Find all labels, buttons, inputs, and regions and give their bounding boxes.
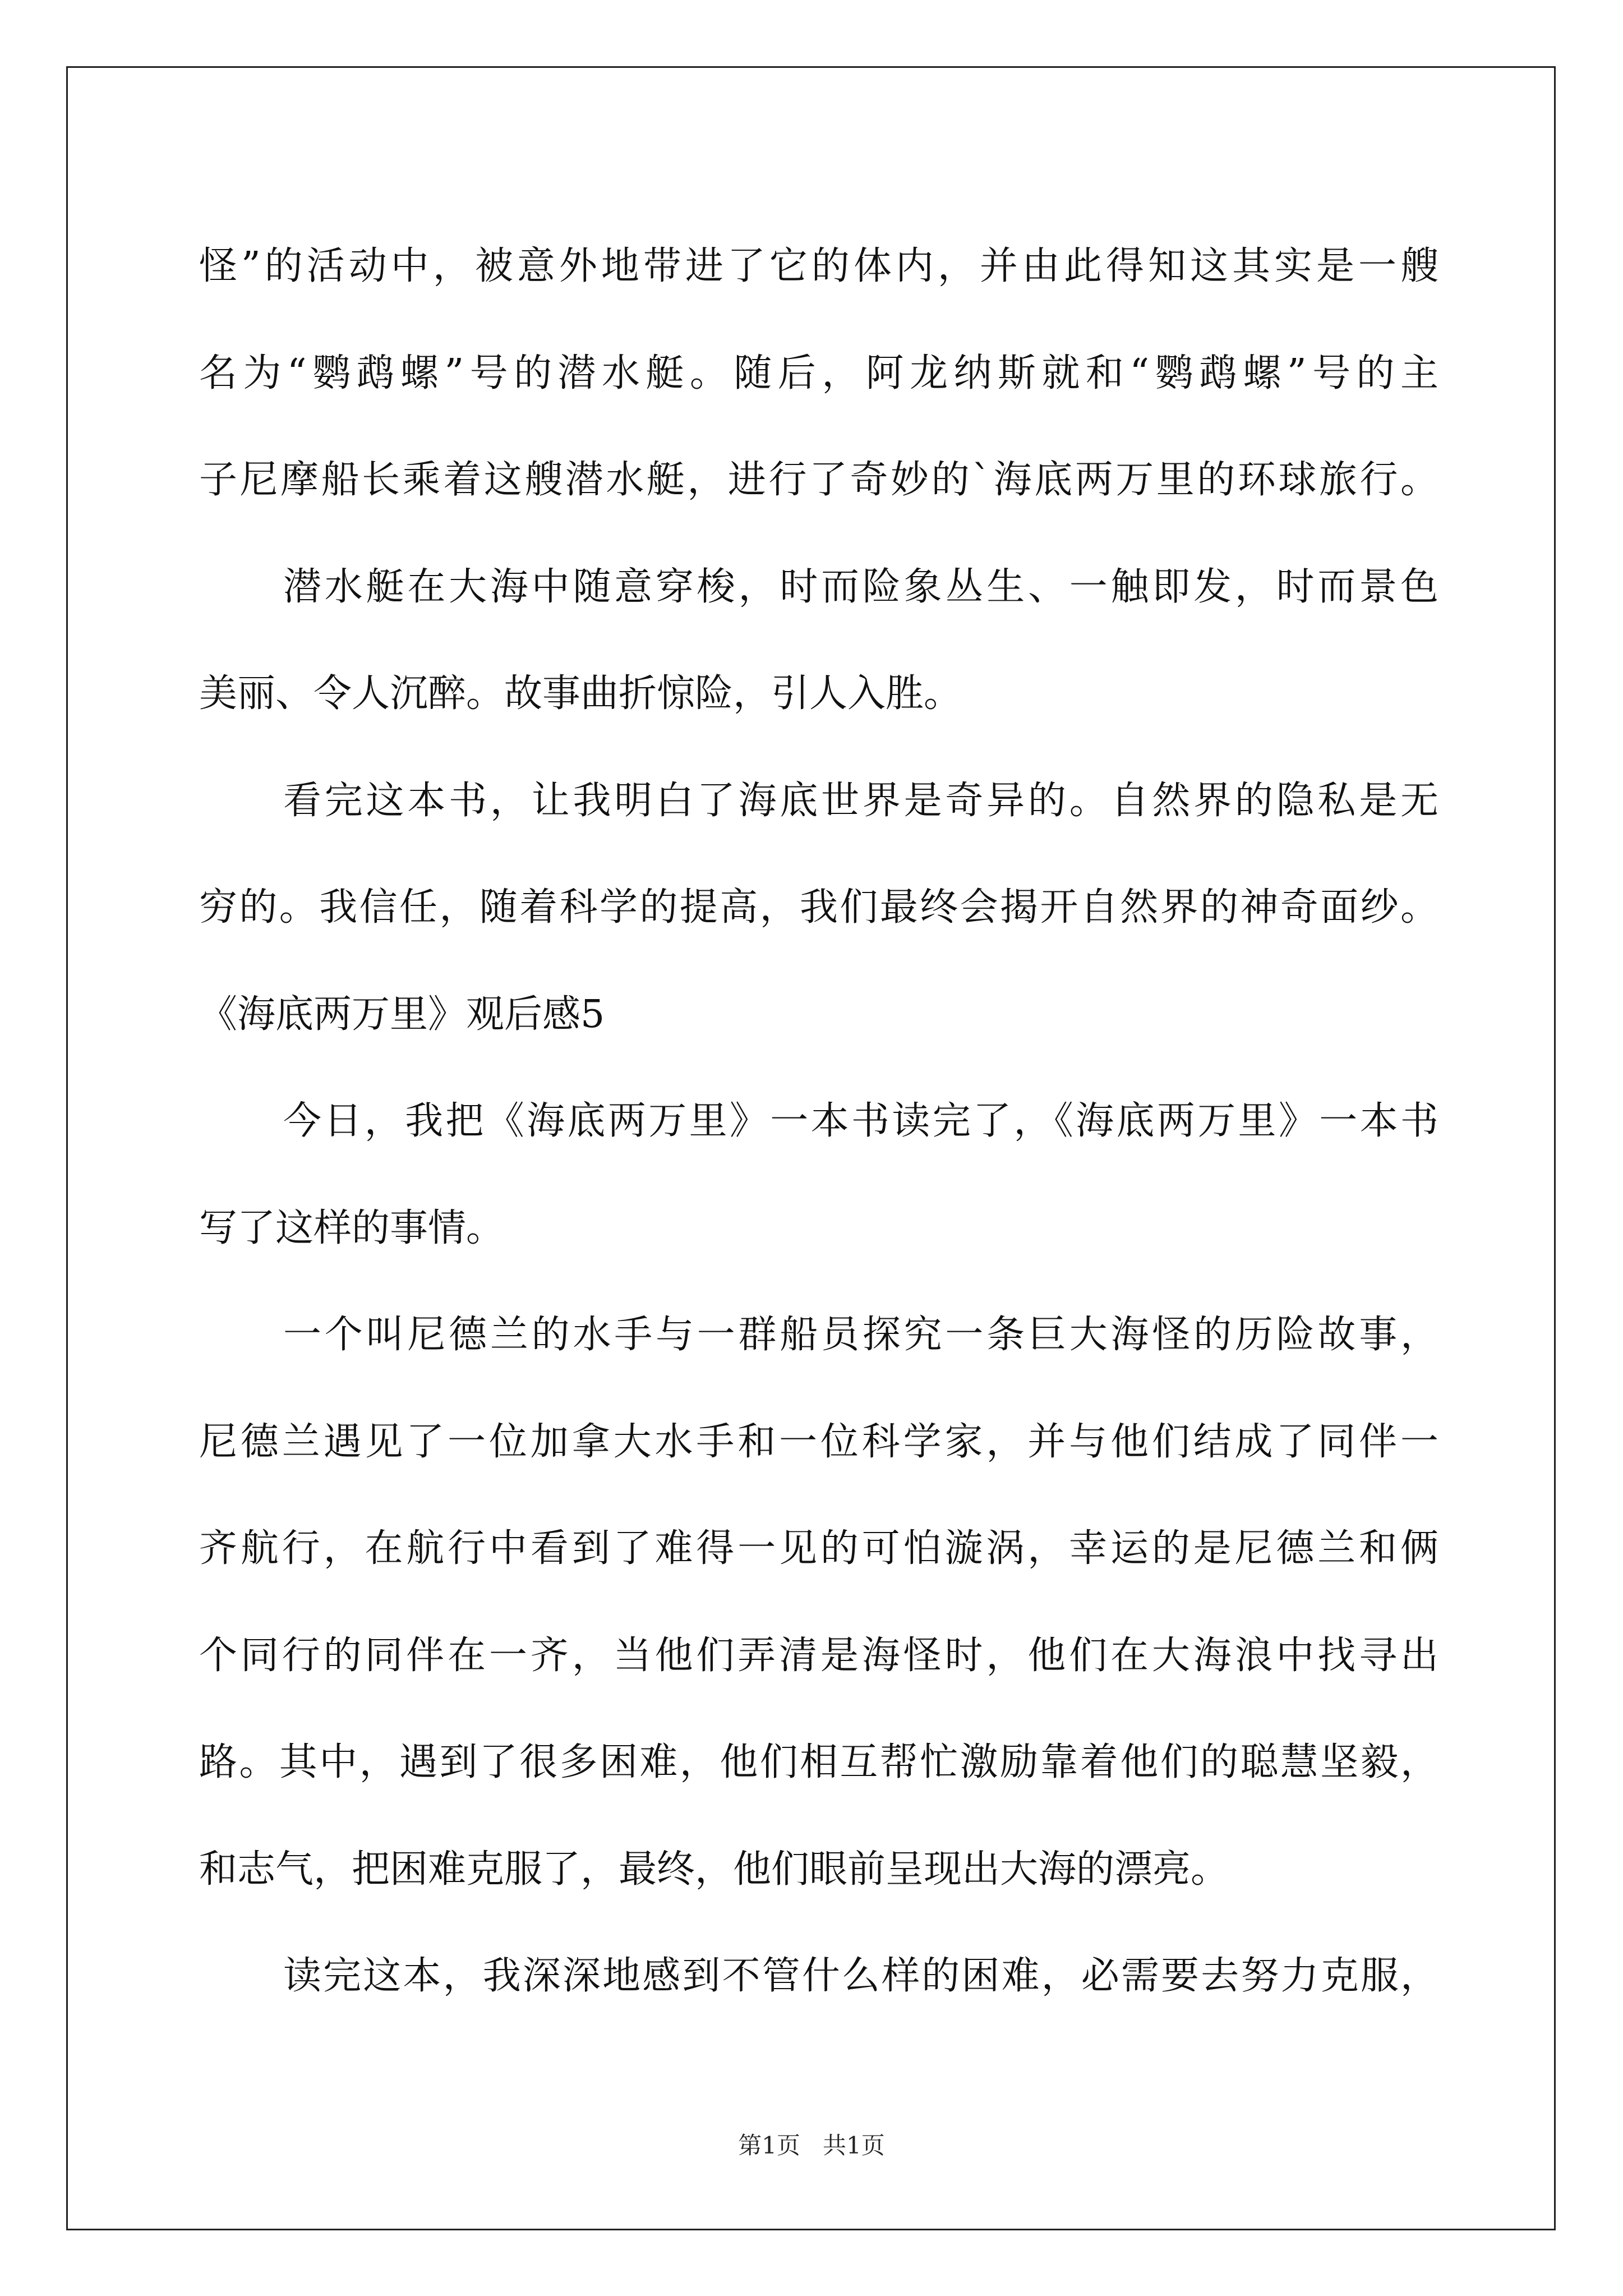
text-line: 子尼摩船长乘着这艘潜水艇，进行了奇妙的`海底两万里的环球旅行。 [199, 458, 1438, 502]
text-line: 齐航行，在航行中看到了难得一见的可怕漩涡，幸运的是尼德兰和俩 [199, 1526, 1438, 1571]
paragraph-first-line: 看完这本书，让我明白了海底世界是奇异的。自然界的隐私是无 [283, 778, 1438, 823]
page-footer: 第1页 共1页 [738, 2132, 885, 2159]
text-line: 尼德兰遇见了一位加拿大水手和一位科学家，并与他们结成了同伴一 [199, 1419, 1438, 1464]
paragraph-first-line: 潜水艇在大海中随意穿梭，时而险象丛生、一触即发，时而景色 [283, 564, 1438, 609]
text-line: 和志气，把困难克服了，最终，他们眼前呈现出大海的漂亮。 [199, 1847, 1229, 1892]
paragraph-first-line: 读完这本，我深深地感到不管什么样的困难，必需要去努力克服， [283, 1954, 1438, 1998]
text-line: 怪”的活动中，被意外地带进了它的体内，并由此得知这其实是一艘 [199, 244, 1438, 288]
paragraph-first-line: 今日，我把《海底两万里》一本书读完了，《海底两万里》一本书 [283, 1099, 1438, 1143]
text-line: 名为“鹦鹉螺”号的潜水艇。随后，阿龙纳斯就和“鹦鹉螺”号的主 [199, 351, 1438, 395]
document-body [199, 213, 1438, 2030]
text-line: 美丽、令人沉醉。故事曲折惊险，引人入胜。 [199, 671, 962, 716]
paragraph-first-line: 一个叫尼德兰的水手与一群船员探究一条巨大海怪的历险故事， [283, 1313, 1438, 1357]
text-line: 路。其中，遇到了很多困难，他们相互帮忙激励靠着他们的聪慧坚毅， [199, 1740, 1438, 1784]
text-line: 个同行的同伴在一齐，当他们弄清是海怪时，他们在大海浪中找寻出 [199, 1633, 1438, 1678]
text-line: 写了这样的事情。 [199, 1205, 505, 1250]
section-heading: 《海底两万里》观后感5 [199, 992, 605, 1037]
text-line: 穷的。我信任，随着科学的提高，我们最终会揭开自然界的神奇面纱。 [199, 885, 1438, 930]
